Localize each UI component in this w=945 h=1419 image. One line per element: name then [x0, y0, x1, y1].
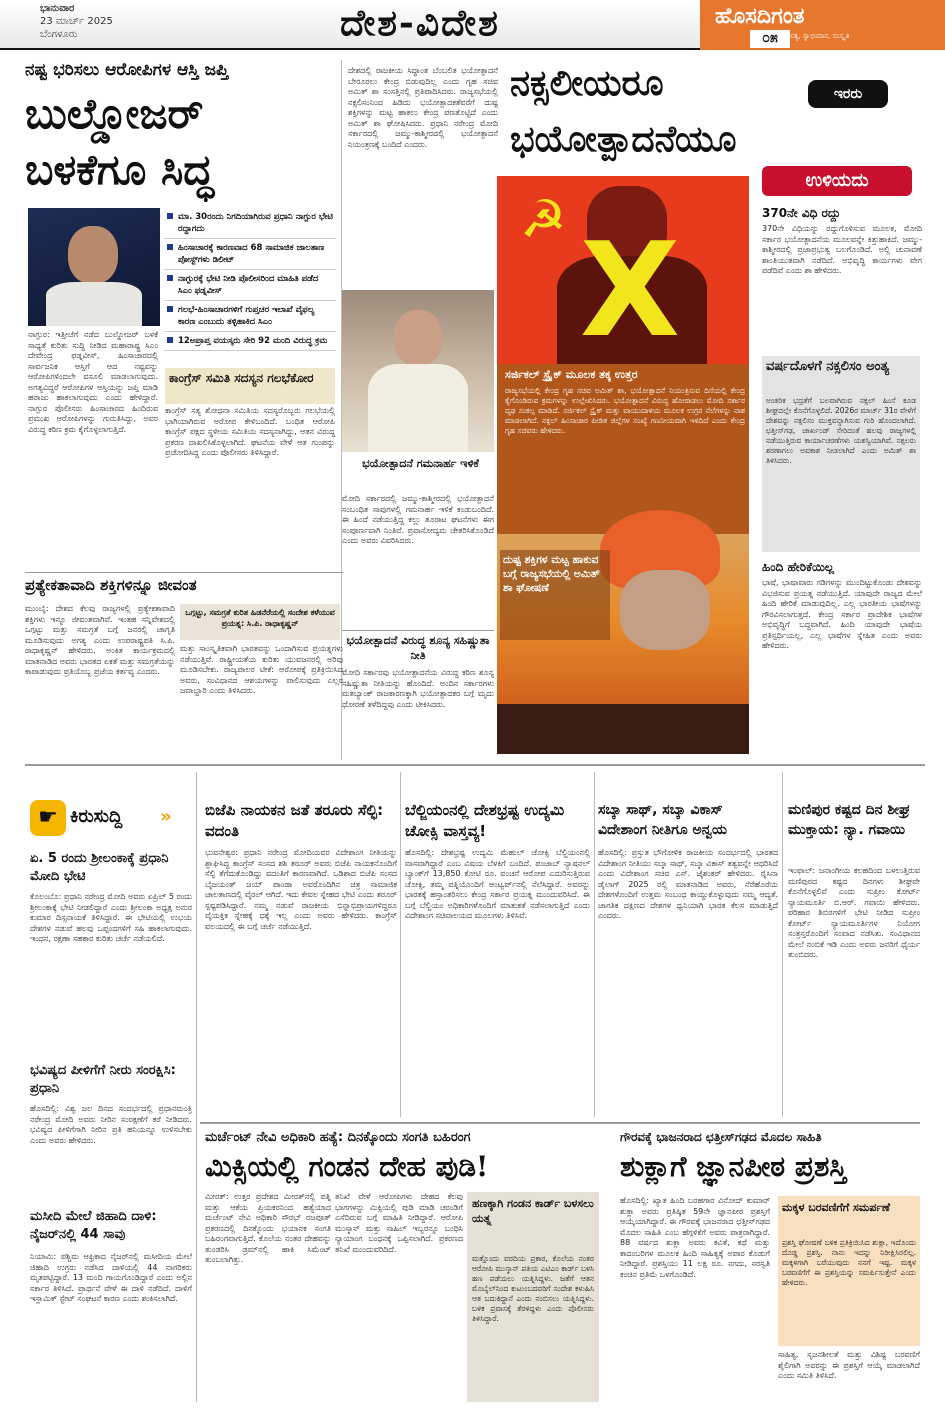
story-body: ಮುಂಬೈ: ದೇಶದ ಕೆಲವು ರಾಜ್ಯಗಳಲ್ಲಿ ಪ್ರತ್ಯೇಕತಾವಾದಿ ಶಕ್ತಿಗಳು ಇನ್ನೂ ಜೀವಂತವಾಗಿವೆ. ಇಂತಹ ಸನ್ನಿವೇಶದಲ್ಲಿ ಒಗ್ಗಟ್ಟು ಮತ್ತು ಸಮಗ್ರತೆ ಬಗ್ಗೆ ಜನರಲ್ಲಿ ಜಾಗೃತಿ ಮೂಡಿಸುವುದು ಅಗತ್ಯ ಎಂದು ಉಪರಾಷ್ಟ್ರಪತಿ ಸಿ.ಪಿ. ರಾಧಾಕೃಷ್ಣನ್ ಹೇಳಿದರು. ಅಂಕಿತ ಕಾರ್ಯಕ್ರಮದಲ್ಲಿ ಮಾತನಾಡಿದ ಅವರು ಭಾರತದ ಏಕತೆ ಮತ್ತು ಸಮಗ್ರತೆಯನ್ನು ಕಾಪಾಡುವುದು ಪ್ರತಿಯೊಬ್ಬ ಪ್ರಜೆಯ ಕರ್ತವ್ಯ ಎಂದರು. — [25, 604, 175, 676]
story-subhead: ಕಾಂಗ್ರೆಸ್ ಸಮಿತಿ ಸದಸ್ಯನ ಗಲಭೆಕೋರ — [165, 368, 335, 404]
brief-headline: ಮಸೀದಿ ಮೇಲೆ ಜಿಹಾದಿ ದಾಳಿ: ನೈಜರ್‌ನಲ್ಲಿ 44 ಸಾವು — [30, 1209, 157, 1242]
story-body: ದೇಶದಲ್ಲಿ ರಾಜಕೀಯ ಸಿದ್ಧಾಂತ ಬೆಂಬಲಿತ ಭಯೋತ್ಪಾದನೆ ಬೇರೂರಲು ಕೇಂದ್ರ ಬಿಡುವುದಿಲ್ಲ ಎಂದು ಗೃಹ ಸಚಿವ ಅಮಿತ್ ಶಾ ಸಂಸತ್ತಿನಲ್ಲಿ ಪ್ರತಿಪಾದಿಸಿದರು. ರಾಜ್ಯಸಭೆಯಲ್ಲಿ ನಕ್ಸಲಿಸಂನಿಂದ ಹಿಡಿದು ಭಯೋತ್ಪಾದಕತೆವರೆಗೆ ದುಷ್ಟ ಶಕ್ತಿಗಳನ್ನು ಮಟ್ಟ ಹಾಕಲು ಕೇಂದ್ರ ಪಣತೊಟ್ಟಿದೆ ಎಂದು ಅಮಿತ್ ಶಾ ಘೋಷಿಸಿದರು. ಪ್ರಧಾನಿ ನರೇಂದ್ರ ಮೋದಿ ಸರ್ಕಾರದಲ್ಲಿ ಜಮ್ಮು-ಕಾಶ್ಮೀರದಲ್ಲಿ ಭಯೋತ್ಪಾದನೆ ನಿಯಂತ್ರಣಕ್ಕೆ ಬಂದಿದೆ ಎಂದರು. — [348, 66, 498, 149]
bullet-item: ಹಿಂಸಾಚಾರಕ್ಕೆ ಕಾರಣವಾದ 68 ಸಾಮಾಜಿಕ ಜಾಲತಾಣ ಪೋಸ್ಟ್‌ಗಳು ಡಿಲೀಟ್ — [164, 239, 336, 270]
brief-body: ಕೊಲಂಬೊ: ಪ್ರಧಾನಿ ನರೇಂದ್ರ ಮೋದಿ ಅವರು ಏಪ್ರಿಲ್ 5 ರಂದು ಶ್ರೀಲಂಕಾಕ್ಕೆ ಭೇಟಿ ನೀಡಲಿದ್ದಾರೆ ಎಂದು ಶ್ರೀಲಂಕಾ ಅಧ್ಯಕ್ಷ ಅನುರ ಕುಮಾರ ದಿಸ್ಸನಾಯಕೆ ತಿಳಿಸಿದ್ದಾರೆ. ಈ ಭೇಟಿಯಲ್ಲಿ ಉಭಯ ದೇಶಗಳ ನಡುವೆ ಹಲವು ಒಪ್ಪಂದಗಳಿಗೆ ಸಹಿ ಹಾಕಲಾಗುವುದು. ಇಂಧನ, ರಕ್ಷಣಾ ಸಹಕಾರ ಕುರಿತು ಚರ್ಚೆ ನಡೆಯಲಿದೆ. — [30, 892, 192, 943]
feature-quote: ದುಷ್ಟ ಶಕ್ತಿಗಳ ಮಟ್ಟ ಹಾಕುವ ಬಗ್ಗೆ ರಾಜ್ಯಸಭೆಯಲ್ಲಿ ಅಮಿತ್ ಶಾ ಘೋಷಣೆ — [500, 550, 610, 640]
story-body: ಹೊಸದಿಲ್ಲಿ: ಪ್ರಸ್ತುತ ಭೌಗೋಳಿಕ ರಾಜಕೀಯ ಸಂದರ್ಭದಲ್ಲಿ ಭಾರತದ ವಿದೇಶಾಂಗ ನೀತಿಯು ಸಬ್ಕಾ ಸಾಥ್, ಸಬ್ಕಾ ವಿಕಾಸ್ ತತ್ವವನ್ನೇ ಆಧರಿಸಿದೆ ಎಂದು ವಿದೇಶಾಂಗ ಸಚಿವ ಎಸ್. ಜೈಶಂಕರ್ ಹೇಳಿದರು. ರೈಸಿನಾ ಡೈಲಾಗ್ 2025 ರಲ್ಲಿ ಮಾತನಾಡಿದ ಅವರು, ನೆರೆಹೊರೆಯ ದೇಶಗಳೊಂದಿಗೆ ಉತ್ತಮ ಸಂಬಂಧ ಕಾಯ್ದುಕೊಳ್ಳುವುದು ನಮ್ಮ ಆದ್ಯತೆ. ಜಾಗತಿಕ ದಕ್ಷಿಣದ ದೇಶಗಳ ಧ್ವನಿಯಾಗಿ ಭಾರತ ಕೆಲಸ ಮಾಡುತ್ತಿದೆ ಎಂದರು. — [598, 848, 778, 920]
divider — [25, 572, 343, 573]
story-body: ಹೊಸದಿಲ್ಲಿ: ದೇಶಭ್ರಷ್ಟ ಉದ್ಯಮಿ ಮೆಹುಲ್ ಚೋಕ್ಸಿ ಬೆಲ್ಜಿಯಂನಲ್ಲಿ ವಾಸವಾಗಿದ್ದಾರೆ ಎಂಬ ವಿಷಯ ಬೆಳಕಿಗೆ ಬಂದಿದೆ. ಪಂಜಾಬ್ ನ್ಯಾಷನಲ್ ಬ್ಯಾಂಕ್‌ಗೆ 13,850 ಕೋಟಿ ರೂ. ವಂಚನೆ ಆರೋಪ ಎದುರಿಸುತ್ತಿರುವ ಚೋಕ್ಸಿ, ತಮ್ಮ ಪತ್ನಿಯೊಂದಿಗೆ ಆಂಟ್ವರ್ಪ್‌ನಲ್ಲಿ ನೆಲೆಸಿದ್ದಾರೆ. ಅವರನ್ನು ಭಾರತಕ್ಕೆ ಹಸ್ತಾಂತರಿಸಲು ಕೇಂದ್ರ ಸರ್ಕಾರ ಪ್ರಯತ್ನ ಮುಂದುವರಿಸಿದೆ. ಈ ಬಗ್ಗೆ ಬೆಲ್ಜಿಯಂ ಅಧಿಕಾರಿಗಳೊಂದಿಗೆ ಮಾತುಕತೆ ನಡೆಸಲಾಗುತ್ತಿದೆ ಎಂದು ವಿದೇಶಾಂಗ ಸಚಿವಾಲಯದ ಮೂಲಗಳು ತಿಳಿಸಿವೆ. — [405, 848, 590, 920]
brief-headline: ಏ. 5 ರಂದು ಶ್ರೀಲಂಕಾಕ್ಕೆ ಪ್ರಧಾನಿ ಮೋದಿ ಭೇಟಿ — [30, 851, 169, 884]
story-body: ಮೋದಿ ಸರ್ಕಾರದಲ್ಲಿ ಜಮ್ಮು-ಕಾಶ್ಮೀರದಲ್ಲಿ ಭಯೋತ್ಪಾದನೆ ಸಂಬಂಧಿತ ಸಾವುಗಳಲ್ಲಿ ಗಮನಾರ್ಹ ಇಳಿಕೆ ಕಂಡುಬಂದಿದೆ. ಈ ಹಿಂದೆ ನಡೆಯುತ್ತಿದ್ದ ಕಲ್ಲು ತೂರಾಟ ಘಟನೆಗಳು ಈಗ ಸಂಪೂರ್ಣವಾಗಿ ನಿಂತಿವೆ. ಪ್ರವಾಸೋದ್ಯಮ ಚೇತರಿಸಿಕೊಂಡಿದೆ ಎಂದು ಅವರು ವಿವರಿಸಿದರು. — [342, 494, 494, 545]
print-registration-marks — [440, 1408, 490, 1416]
amit-shah-photo — [342, 290, 494, 452]
story-body: ಮತ್ತು ಸಾಂಸ್ಕೃತಿಕವಾಗಿ ಭಾರತವನ್ನು ಒಂದಾಗಿಸುವ ಪ್ರಯತ್ನಗಳು ನಡೆಯುತ್ತಿವೆ. ರಾಷ್ಟ್ರೀಯತೆಯ ಕುರಿತು ಯುವಜನರಲ್ಲಿ ಅರಿವು ಮೂಡಿಸಬೇಕು. ರಾಜ್ಯಪಾಲರ ಟೀಕೆ: ಆರೋಪಕ್ಕೆ ಪ್ರತಿಕ್ರಿಯಿಸಿದ ಅವರು, ಸಂವಿಧಾನದ ಆಶಯಗಳನ್ನು ಪಾಲಿಸುವುದು ಎಲ್ಲರ ಜವಾಬ್ದಾರಿ ಎಂದು ತಿಳಿಸಿದರು. — [180, 644, 343, 695]
story-headline: ಬೆಲ್ಜಿಯಂನಲ್ಲಿ ದೇಶಭ್ರಷ್ಟ ಉದ್ಯಮಿ ಚೋಕ್ಸಿ ವಾಸ್ತವ್ಯ! — [405, 801, 565, 840]
print-registration-marks — [848, 1408, 898, 1416]
cross-mark-icon: X — [579, 230, 681, 360]
print-registration-marks — [92, 1408, 142, 1416]
kurta-shape — [368, 364, 468, 452]
story-body: 370ನೇ ವಿಧಿಯನ್ನು ರದ್ದುಗೊಳಿಸುವ ಮೂಲಕ, ಮೋದಿ ಸರ್ಕಾರ ಭಯೋತ್ಪಾದನೆಯ ಮೂಲವನ್ನೇ ಕಿತ್ತುಹಾಕಿದೆ. ಜಮ್ಮು-ಕಾಶ್ಮೀರದಲ್ಲಿ ಪ್ರಜಾಪ್ರಭುತ್ವ ಬಲಗೊಂಡಿದೆ. ಅಲ್ಲಿ ಚುನಾವಣೆ ಶಾಂತಿಯುತವಾಗಿ ನಡೆದಿದೆ. ಅಭಿವೃದ್ಧಿ ಕಾರ್ಯಗಳು ವೇಗ ಪಡೆದಿವೆ ಎಂದು ಶಾ ಹೇಳಿದರು. — [762, 224, 922, 275]
story-bullets — [164, 208, 336, 360]
feature-headline-line1: ನಕ್ಸಲೀಯರೂ — [510, 62, 664, 104]
sidebar-box-body: ಮತ್ತೊಂದು ವರದಿಯ ಪ್ರಕಾರ, ಕೊಲೆಯ ನಂತರ ಆರೋಪಿ ಮುಸ್ಕಾನ್ ಪತಿಯ ಎಟಿಎಂ ಕಾರ್ಡ್ ಬಳಸಿ ಹಣ ಪಡೆಯಲು ಯತ್ನಿಸಿದ್ದಳು. ಜತೆಗೆ ಆತನ ಮೊಬೈಲ್‌ನಿಂದ ಕುಟುಂಬದವರಿಗೆ ಸಂದೇಶ ಕಳುಹಿಸಿ ಆತ ಬದುಕಿದ್ದಾನೆ ಎಂದು ನಂಬಿಸಲು ಯತ್ನಿಸಿದ್ದಳು. ಬಳಿಕ ಪ್ರವಾಸಕ್ಕೆ ತೆರಳಿದ್ದಳು ಎಂದು ಪೊಲೀಸರು ತಿಳಿಸಿದ್ದಾರೆ. — [472, 1254, 594, 1323]
masthead-date: 23 ಮಾರ್ಚ್ 2025 — [40, 16, 113, 27]
story-headline: ಸಬ್ಕಾ ಸಾಥ್, ಸಬ್ಕಾ ವಿಕಾಸ್ ವಿದೇಶಾಂಗ ನೀತಿಗೂ ಅನ್ವಯ — [598, 802, 728, 838]
brief-body: ಹೊಸದಿಲ್ಲಿ: ವಿಶ್ವ ಜಲ ದಿನದ ಸಂದರ್ಭದಲ್ಲಿ ಪ್ರಧಾನಮಂತ್ರಿ ನರೇಂದ್ರ ಮೋದಿ ಅವರು ನೀರಿನ ಸಂರಕ್ಷಣೆಗೆ ಕರೆ ನೀಡಿದರು. ಭವಿಷ್ಯದ ಪೀಳಿಗೆಗಾಗಿ ನೀರಿನ ಪ್ರತಿ ಹನಿಯನ್ನೂ ಉಳಿಸಬೇಕು ಎಂದು ಅವರು ಹೇಳಿದರು. — [30, 1104, 192, 1145]
sidebar-box-head: ಹಣಕ್ಕಾಗಿ ಗಂಡನ ಕಾರ್ಡ್ ಬಳಸಲು ಯತ್ನ — [472, 1197, 594, 1225]
column-divider — [594, 772, 595, 1117]
story-headline: ಪ್ರತ್ಯೇಕತಾವಾದಿ ಶಕ್ತಿಗಳಿನ್ನೂ ಜೀವಂತ — [25, 576, 197, 594]
column-divider — [400, 772, 401, 1117]
story-kicker: ಮರ್ಚೆಂಟ್ ನೇವಿ ಅಧಿಕಾರಿ ಹತ್ಯೆ: ದಿನಕ್ಕೊಂದು ಸಂಗತಿ ಬಹಿರಂಗ — [205, 1130, 471, 1145]
masthead-dateline — [40, 2, 170, 48]
hammer-sickle-icon: ☭ — [520, 190, 567, 250]
story-headline: ಮಣಿಪುರ ಕಷ್ಟದ ದಿನ ಶೀಘ್ರ ಮುಕ್ತಾಯ: ನ್ಯಾ. ಗವಾಯಿ — [788, 802, 911, 838]
feature-headline-line2: ಭಯೋತ್ಪಾದನೆಯೂ — [510, 118, 737, 160]
shirt-shape — [46, 282, 142, 326]
face-shape — [620, 570, 710, 650]
brief-body: ನಿಯಾಮಿ: ಪಶ್ಚಿಮ ಆಫ್ರಿಕಾದ ನೈಜರ್‌ನಲ್ಲಿ ಮಸೀದಿಯ ಮೇಲೆ ಜಿಹಾದಿ ಉಗ್ರರು ನಡೆಸಿದ ದಾಳಿಯಲ್ಲಿ 44 ನಾಗರಿಕರು ಮೃತಪಟ್ಟಿದ್ದಾರೆ. 13 ಮಂದಿ ಗಾಯಗೊಂಡಿದ್ದಾರೆ ಎಂದು ಅಲ್ಲಿನ ಸರ್ಕಾರ ತಿಳಿಸಿದೆ. ಪ್ರಾರ್ಥನೆ ವೇಳೆ ಈ ದಾಳಿ ನಡೆದಿದೆ. ದಾಳಿಗೆ ಇಸ್ಲಾಮಿಕ್ ಸ್ಟೇಟ್ ಸಂಘಟನೆ ಕಾರಣ ಎಂದು ಶಂಕಿಸಲಾಗಿದೆ. — [30, 1252, 192, 1303]
sidebar-box-body: ಅಂತರಿಕ ಭದ್ರತೆಗೆ ಬಲವಾಗಿರುವ ನಕ್ಸಲ್ ಹಿಂಸೆ ಕೂಡ ಶೀಘ್ರದಲ್ಲೇ ಕೊನೆಗೊಳ್ಳಲಿದೆ. 2026ರ ಮಾರ್ಚ್ 31ರ ವೇಳೆಗೆ ದೇಶವನ್ನು ನಕ್ಸಲಿಸಂ ಮುಕ್ತವನ್ನಾಗಿಸುವ ಗುರಿ ಹೊಂದಲಾಗಿದೆ. ಛತ್ತೀಸ್‌ಗಢ, ಜಾರ್ಖಂಡ್ ಸೇರಿದಂತೆ ಹಲವು ರಾಜ್ಯಗಳಲ್ಲಿ ನಡೆಯುತ್ತಿರುವ ಕಾರ್ಯಾಚರಣೆಗಳು ಯಶಸ್ವಿಯಾಗಿವೆ. ನಕ್ಸಲರು ಶರಣಾಗಲು ಅವಕಾಶ ನೀಡಲಾಗಿದೆ ಎಂದು ಅಮಿತ್ ಶಾ ತಿಳಿಸಿದರು. — [766, 396, 916, 465]
story-body: ಮೀರತ್: ಉತ್ತರ ಪ್ರದೇಶದ ಮೀರತ್‌ನಲ್ಲಿ ಪತ್ನಿ ಮತ್ತು ಆಕೆಯ ಪ್ರಿಯಕರನಿಂದ ಹತ್ಯೆಯಾದ ಮರ್ಚೆಂಟ್ ನೇವಿ ಅಧಿಕಾರಿ ಸೌರಭ್ ರಜಪೂತ್ ಪ್ರಕರಣದಲ್ಲಿ ದಿನಕ್ಕೊಂದು ಭಯಾನಕ ಸಂಗತಿ ಬಹಿರಂಗವಾಗುತ್ತಿದೆ. ಕೊಲೆಯ ನಂತರ ದೇಹವನ್ನು ತುಂಡರಿಸಿ ಡ್ರಮ್‌ನಲ್ಲಿ ಹಾಕಿ ಸಿಮೆಂಟ್ ತುಂಬಲಾಗಿತ್ತು. — [205, 1192, 331, 1264]
bullet-item: ಮಾ. 30ರಂದು ನಿಗದಿಯಾಗಿರುವ ಪ್ರಧಾನಿ ನಾಗ್ಪುರ ಭೇಟಿ ರದ್ದಾಗದು — [164, 208, 336, 239]
story-body: ಹೊಸದಿಲ್ಲಿ: ಖ್ಯಾತ ಹಿಂದಿ ಬರಹಗಾರ ವಿನೋದ್ ಕುಮಾರ್ ಶುಕ್ಲಾ ಅವರು ಪ್ರತಿಷ್ಠಿತ 59ನೇ ಜ್ಞಾನಪೀಠ ಪ್ರಶಸ್ತಿಗೆ ಆಯ್ಕೆಯಾಗಿದ್ದಾರೆ. ಈ ಗೌರವಕ್ಕೆ ಭಾಜನರಾದ ಛತ್ತೀಸ್‌ಗಢದ ಮೊದಲ ಸಾಹಿತಿ ಎಂಬ ಹೆಗ್ಗಳಿಕೆಗೆ ಅವರು ಪಾತ್ರರಾಗಿದ್ದಾರೆ. 88 ವರ್ಷದ ಶುಕ್ಲಾ ಅವರು ಕವಿತೆ, ಕಥೆ ಮತ್ತು ಕಾದಂಬರಿಗಳ ಮೂಲಕ ಹಿಂದಿ ಸಾಹಿತ್ಯಕ್ಕೆ ಅಪಾರ ಕೊಡುಗೆ ನೀಡಿದ್ದಾರೆ. ಪ್ರಶಸ್ತಿಯು 11 ಲಕ್ಷ ರೂ. ನಗದು, ಸರಸ್ವತಿ ಕಂಚಿನ ಪ್ರತಿಮೆ ಒಳಗೊಂಡಿದೆ. — [620, 1196, 770, 1279]
column-divider — [782, 772, 783, 1117]
story-subhead: ಹಿಂದಿ ಹೇರಿಕೆಯಿಲ್ಲ — [762, 560, 835, 574]
story-kicker: ಗೌರವಕ್ಕೆ ಭಾಜನರಾದ ಛತ್ತೀಸ್‌ಗಢದ ಮೊದಲ ಸಾಹಿತಿ — [620, 1130, 822, 1144]
chevron-right-icon: » — [160, 806, 172, 827]
story-body: ಇಂಫಾಲ್: ಜನಾಂಗೀಯ ಕಲಹದಿಂದ ಬಳಲುತ್ತಿರುವ ಮಣಿಪುರದ ಕಷ್ಟದ ದಿನಗಳು ಶೀಘ್ರವೇ ಕೊನೆಗೊಳ್ಳಲಿವೆ ಎಂದು ಸುಪ್ರೀಂ ಕೋರ್ಟ್ ನ್ಯಾಯಮೂರ್ತಿ ಬಿ.ಆರ್. ಗವಾಯಿ ಹೇಳಿದರು. ಪರಿಹಾರ ಶಿಬಿರಗಳಿಗೆ ಭೇಟಿ ನೀಡಿದ ಸುಪ್ರೀಂ ಕೋರ್ಟ್ ನ್ಯಾಯಮೂರ್ತಿಗಳ ನಿಯೋಗ ಸಂತ್ರಸ್ತರೊಂದಿಗೆ ಸಂವಾದ ನಡೆಸಿತು. ಸಂವಿಧಾನದ ಮೇಲೆ ನಂಬಿಕೆ ಇಡಿ ಎಂದು ಅವರು ಜನರಿಗೆ ಧೈರ್ಯ ತುಂಬಿದರು. — [788, 866, 920, 959]
story-body: ಭಾಷೆ, ಭಾಷಾವಾರು ಗಡಿಗಳನ್ನು ಮುಂದಿಟ್ಟುಕೊಂಡು ದೇಶವನ್ನು ವಿಭಜಿಸುವ ಪ್ರಯತ್ನ ನಡೆಯುತ್ತಿದೆ. ಯಾವುದೇ ರಾಜ್ಯದ ಮೇಲೆ ಹಿಂದಿ ಹೇರಿಕೆ ಮಾಡುವುದಿಲ್ಲ. ಎಲ್ಲ ಭಾರತೀಯ ಭಾಷೆಗಳನ್ನು ಗೌರವಿಸಲಾಗುತ್ತದೆ. ಕೇಂದ್ರ ಸರ್ಕಾರ ಪ್ರಾದೇಶಿಕ ಭಾಷೆಗಳ ಅಭಿವೃದ್ಧಿಗೆ ಬದ್ಧವಾಗಿದೆ. ಹಿಂದಿ ಯಾವುದೇ ಭಾಷೆಯ ಪ್ರತಿಸ್ಪರ್ಧಿಯಲ್ಲ, ಎಲ್ಲ ಭಾಷೆಗಳ ಸ್ನೇಹಿತ ಎಂದು ಅವರು ಹೇಳಿದರು. — [762, 578, 922, 650]
feature-badge: ಇರರು — [808, 80, 888, 108]
sidebar-box-head: ವರ್ಷದೊಳಗೆ ನಕ್ಸಲಿಸಂ ಅಂತ್ಯ — [766, 359, 890, 374]
story-body: ನಾಗ್ಪುರ: ಇತ್ತೀಚೆಗೆ ನಡೆದ ಬುಲ್ಡೋಜರ್ ಬಳಕೆ ಸಾಧ್ಯತೆ ಕುರಿತು ಸುದ್ದಿ ನೀಡಿದ ಮಹಾರಾಷ್ಟ್ರ ಸಿಎಂ ದೇವೇಂದ್ರ ಫಡ್ನವೀಸ್, ಹಿಂಸಾಚಾರದಲ್ಲಿ ಸಾರ್ವಜನಿಕ ಆಸ್ತಿಗೆ ಆದ ನಷ್ಟವನ್ನು ಆರೋಪಿಗಳಿಂದಲೇ ವಸೂಲಿ ಮಾಡಲಾಗುವುದು. ಅಗತ್ಯವಿದ್ದರೆ ಆರೋಪಿಗಳ ಆಸ್ತಿಯನ್ನು ಜಪ್ತಿ ಮಾಡಿ ಹರಾಜು ಹಾಕಲಾಗುವುದು ಎಂದು ಹೇಳಿದ್ದಾರೆ. ನಾಗ್ಪುರ ಪೊಲೀಸರು ಹಿಂಸಾಚಾರದ ಹಿಂದಿರುವ ಪ್ರಮುಖ ಆರೋಪಿಗಳನ್ನು ಗುರುತಿಸಿದ್ದು, ಅವರ ವಿರುದ್ಧ ಕಠಿಣ ಕ್ರಮ ಕೈಗೊಳ್ಳಲಾಗುತ್ತಿದೆ. — [28, 330, 158, 434]
bullet-item: 12ಅಪ್ರಾಪ್ತ ವಯಸ್ಕರು ಸೇರಿ 92 ಮಂದಿ ವಿರುದ್ಧ ಕ್ರಮ — [164, 332, 336, 351]
section-divider — [25, 764, 925, 766]
story-subhead: ಭಯೋತ್ಪಾದನೆ ವಿರುದ್ಧ ಶೂನ್ಯ ಸಹಿಷ್ಣುತಾ ನೀತಿ — [342, 630, 494, 666]
page-number: ೦೫ — [750, 30, 790, 48]
story-body: ಭುವನೇಶ್ವರ: ಪ್ರಧಾನಿ ನರೇಂದ್ರ ಮೋದಿಯವರ ವಿದೇಶಾಂಗ ನೀತಿಯನ್ನು ಶ್ಲಾಘಿಸಿದ್ದ ಕಾಂಗ್ರೆಸ್ ಸಂಸದ ಶಶಿ ತರೂರ್ ಅವರು ಬಿಜೆಪಿ ನಾಯಕನೊಂದಿಗೆ ಸೆಲ್ಫಿ ತೆಗೆದುಕೊಂಡಿದ್ದು ವದಂತಿಗೆ ಕಾರಣವಾಗಿದೆ. ಒಡಿಶಾದ ಬಿಜೆಪಿ ಸಂಸದ ಬೈಜಯಂತ್ ಜಯ್ ಪಾಂಡಾ ಅವರೊಂದಿಗಿನ ಚಿತ್ರ ಸಾಮಾಜಿಕ ಜಾಲತಾಣದಲ್ಲಿ ವೈರಲ್ ಆಗಿದೆ. ಇದು ಕೇವಲ ಸ್ನೇಹದ ಭೇಟಿ ಎಂದು ತರೂರ್ ಸ್ಪಷ್ಟಪಡಿಸಿದ್ದಾರೆ. ನಮ್ಮ ನಡುವೆ ರಾಜಕೀಯ ಭಿನ್ನಾಭಿಪ್ರಾಯಗಳಿದ್ದರೂ ವೈಯಕ್ತಿಕ ಸ್ನೇಹಕ್ಕೆ ಧಕ್ಕೆ ಇಲ್ಲ ಎಂದು ಅವರು ಹೇಳಿದರು. ಕಾಂಗ್ರೆಸ್ ವಲಯದಲ್ಲಿ ಈ ಬಗ್ಗೆ ಚರ್ಚೆ ನಡೆಯುತ್ತಿದೆ. — [205, 848, 397, 931]
story-headline: ಬುಲ್ಡೋಜರ್ ಬಳಕೆಗೂ ಸಿದ್ಧ — [25, 89, 214, 194]
feature-caption-body: ರಾಜ್ಯಸಭೆಯಲ್ಲಿ ಕೇಂದ್ರ ಗೃಹ ಸಚಿವ ಅಮಿತ್ ಶಾ, ಭಯೋತ್ಪಾದನೆ ನಿಯಂತ್ರಿಸುವ ದಿಸೆಯಲ್ಲಿ ಕೇಂದ್ರ ಕೈಗೊಂಡಿರುವ ಕ್ರಮಗಳನ್ನು ಉಲ್ಲೇಖಿಸಿದರು. ಭಯೋತ್ಪಾದನೆ ವಿರುದ್ಧ ಹೋರಾಡಲು ಮೋದಿ ಸರ್ಕಾರ ದೃಢ ಸಂಕಲ್ಪ ಮಾಡಿದೆ. ಸರ್ಜಿಕಲ್ ಸ್ಟ್ರೈಕ್ ಮತ್ತು ವಾಯುದಾಳಿಯ ಮೂಲಕ ಉಗ್ರರ ನೆಲೆಗಳನ್ನು ನಾಶ ಮಾಡಲಾಗಿದೆ. ನಕ್ಸಲ್ ಹಿಂಸಾಚಾರ ಪೀಡಿತ ಜಿಲ್ಲೆಗಳ ಸಂಖ್ಯೆ ಗಣನೀಯವಾಗಿ ಇಳಿದಿದೆ ಎಂದು ಕೇಂದ್ರ ಗೃಹ ಸಚಿವರು ಹೇಳಿದರು. — [505, 386, 745, 435]
briefs-label: ಕಿರುಸುದ್ದಿ — [70, 806, 123, 827]
story-body: ಮೋದಿ ಸರ್ಕಾರವು ಭಯೋತ್ಪಾದನೆಯ ವಿರುದ್ಧ ಕಠಿಣ ಶೂನ್ಯ ಸಹಿಷ್ಣುತಾ ನೀತಿಯನ್ನು ಹೊಂದಿದೆ. ಅಂದಿನ ಸರ್ಕಾರಗಳು ಮತಬ್ಯಾಂಕ್ ರಾಜಕಾರಣಕ್ಕಾಗಿ ಭಯೋತ್ಪಾದಕರ ಬಗ್ಗೆ ಮೃದು ಧೋರಣೆ ತಳೆದಿದ್ದವು ಎಂದು ಟೀಕಿಸಿದರು. — [342, 668, 494, 709]
story-kicker: ನಷ್ಟ ಭರಿಸಲು ಆರೋಪಿಗಳ ಆಸ್ತಿ ಜಪ್ತಿ — [25, 60, 229, 80]
podium-shape — [497, 704, 749, 754]
brief-headline: ಭವಿಷ್ಯದ ಪೀಳಿಗೆಗೆ ನೀರು ಸಂರಕ್ಷಿಸಿ: ಪ್ರಧಾನಿ — [30, 1063, 176, 1096]
column-divider — [196, 772, 197, 1402]
story-body: ಸಾಹಿತ್ಯ, ಸೃಜನಶೀಲತೆ ಮತ್ತು ವಿಶಿಷ್ಟ ಬರವಣಿಗೆ ಶೈಲಿಗಾಗಿ ಅವರನ್ನು ಈ ಪ್ರಶಸ್ತಿಗೆ ಆಯ್ಕೆ ಮಾಡಲಾಗಿದೆ ಎಂದು ಸಮಿತಿ ತಿಳಿಸಿದೆ. — [778, 1350, 920, 1380]
story-headline: ಮಿಕ್ಸಿಯಲ್ಲಿ ಗಂಡನ ದೇಹ ಪುಡಿ! — [205, 1150, 489, 1183]
pointing-hand-icon: ☛ — [30, 800, 66, 836]
face-shape — [394, 310, 442, 366]
feature-caption-head: ಸರ್ಜಿಕಲ್ ಸ್ಟ್ರೈಕ್ ಮೂಲಕ ತಕ್ಕ ಉತ್ತರ — [505, 368, 638, 381]
section-divider — [200, 1122, 920, 1124]
brand-tagline: ಸತ್ಯ, ಸ್ವಾಭಿಮಾನ, ಸಂಸ್ಕೃತಿ — [790, 32, 850, 40]
bullet-item: ಗಲಭೆ-ಹಿಂಸಾಚಾರಗಳಿಗೆ ಗುಪ್ತಚರ ಇಲಾಖೆ ವೈಫಲ್ಯ ಕಾರಣ ಎಂಬುದು ತಳ್ಳಿಹಾಕಿದ ಸಿಎಂ — [164, 301, 336, 332]
story-body: ತನಿಖೆ ವೇಳೆ ಆರೋಪಿಗಳು ದೇಹದ ಕೆಲವು ಭಾಗಗಳನ್ನು ಮಿಕ್ಸಿಯಲ್ಲಿ ಪುಡಿ ಮಾಡಿ ಚರಂಡಿಗೆ ಎಸೆದಿರುವ ಬಗ್ಗೆ ಮಾಹಿತಿ ನೀಡಿದ್ದಾರೆ. ಆರೋಪಿ ಮುಸ್ಕಾನ್ ಮತ್ತು ಸಾಹಿಲ್ ಇಬ್ಬರನ್ನೂ ಬಂಧಿಸಿ ನ್ಯಾಯಾಂಗ ಬಂಧನಕ್ಕೆ ಒಪ್ಪಿಸಲಾಗಿದೆ. ಪ್ರಕರಣದ ತನಿಖೆ ಮುಂದುವರಿದಿದೆ. — [335, 1192, 463, 1254]
story-subhead: 370ನೇ ವಿಧಿ ರದ್ದು — [762, 206, 841, 220]
masthead-city: ಬೆಂಗಳೂರು — [40, 29, 78, 40]
story-subhead: ಭಯೋತ್ಪಾದನೆ ಗಮನಾರ್ಹ ಇಳಿಕೆ — [362, 457, 479, 470]
sidebar-box-body: ಪ್ರಶಸ್ತಿ ಘೋಷಣೆ ಬಳಿಕ ಪ್ರತಿಕ್ರಿಯಿಸಿದ ಶುಕ್ಲಾ, ಇದೊಂದು ದೊಡ್ಡ ಪ್ರಶಸ್ತಿ. ನಾನು ಇದನ್ನು ನಿರೀಕ್ಷಿಸಿರಲಿಲ್ಲ. ಮಕ್ಕಳಿಗಾಗಿ ಬರೆಯುವುದು ನನಗೆ ಇಷ್ಟ. ಮಕ್ಕಳ ಬರವಣಿಗೆಗೆ ಈ ಪ್ರಶಸ್ತಿಯನ್ನು ಸಮರ್ಪಿಸುತ್ತೇನೆ ಎಂದು ಹೇಳಿದರು. — [782, 1238, 916, 1287]
pull-quote: ಒಗ್ಗಟ್ಟು, ಸಮಗ್ರತೆ ಕುರಿತ ಹಿಡನೆರೆಯಲ್ಲಿ ಸಂದೇಶ ಕಳೆಯುವ ಪ್ರಯತ್ನ: ಸಿ.ಪಿ. ರಾಧಾಕೃಷ್ಣನ್ — [180, 604, 340, 640]
bullet-item: ನಾಗ್ಪುರಕ್ಕೆ ಭೇಟಿ ನೀಡಿ ಪೊಲೀಸರಿಂದ ಮಾಹಿತಿ ಪಡೆದ ಸಿಎಂ ಫಡ್ನವೀಸ್ — [164, 270, 336, 301]
story-body: ಕಾಂಗ್ರೆಸ್ ಸತ್ಯ ಶೋಧನಾ ಸಮಿತಿಯ ಸದಸ್ಯರೊಬ್ಬರು ಗಲಭೆಯಲ್ಲಿ ಭಾಗಿಯಾಗಿರುವ ಆರೋಪ ಕೇಳಿಬಂದಿದೆ. ಬಂಧಿತ ಆರೋಪಿ ಕಾಂಗ್ರೆಸ್ ಪಕ್ಷದ ಸ್ಥಳೀಯ ಸಮಿತಿಯ ಸದಸ್ಯನಾಗಿದ್ದು, ಆತನ ವಿರುದ್ಧ ಪ್ರಕರಣ ದಾಖಲಿಸಿಕೊಳ್ಳಲಾಗಿದೆ. ಘಟನೆಯ ವೇಳೆ ಆತ ಗುಂಪನ್ನು ಪ್ರಚೋದಿಸಿದ್ದ ಎಂದು ಪೊಲೀಸರು ತಿಳಿಸಿದ್ದಾರೆ. — [165, 406, 335, 457]
brand-logo: ಹೊಸದಿಗಂತ — [715, 4, 805, 29]
fadnavis-photo — [28, 208, 160, 326]
feature-badge: ಉಳಿಯದು — [762, 166, 912, 196]
face-shape — [68, 226, 118, 284]
sidebar-box-head: ಮಕ್ಕಳ ಬರವಣಿಗೆಗೆ ಸಮರ್ಪಣೆ — [782, 1201, 891, 1214]
story-headline: ಶುಕ್ಲಾಗೆ ಜ್ಞಾನಪೀಠ ಪ್ರಶಸ್ತಿ — [620, 1150, 847, 1183]
masthead-day: ಭಾನುವಾರ — [40, 3, 75, 14]
story-headline: ಬಿಜೆಪಿ ನಾಯಕನ ಜತೆ ತರೂರು ಸೆಲ್ಫಿ: ವದಂತಿ — [205, 801, 384, 840]
section-title: ದೇಶ-ವಿದೇಶ — [340, 2, 500, 44]
